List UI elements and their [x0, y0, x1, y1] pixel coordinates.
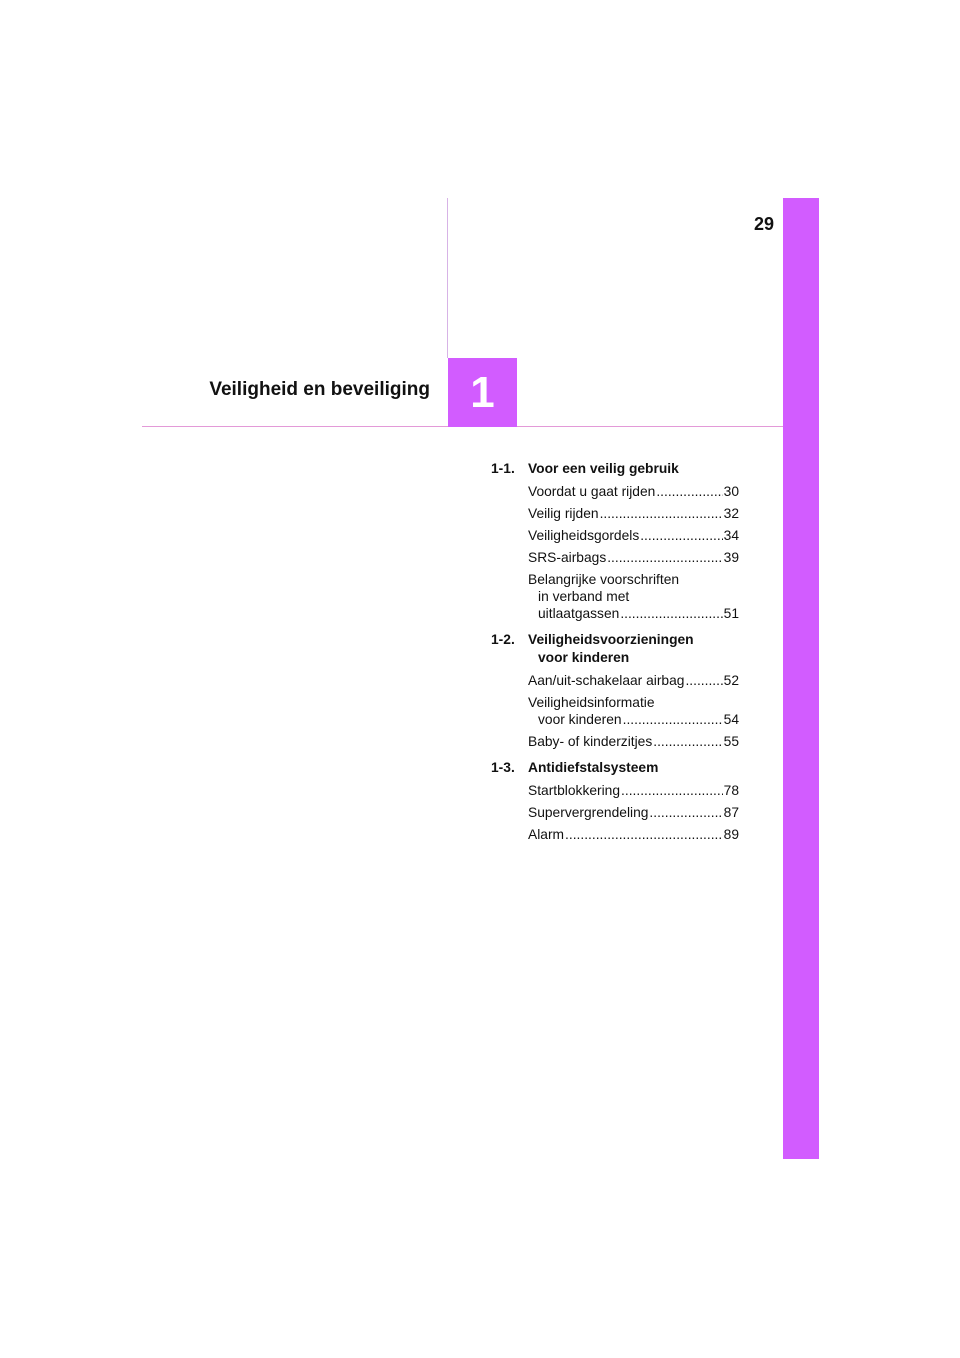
dot-leader [653, 733, 722, 750]
dot-leader [640, 527, 722, 544]
toc-entry-page: 55 [723, 734, 739, 749]
toc-entry-page: 89 [723, 827, 739, 842]
toc-section-title-line: Antidiefstalsysteem [528, 760, 659, 775]
toc-entry-label: Aan/uit-schakelaar airbag [528, 673, 685, 688]
dot-leader [649, 804, 722, 821]
toc-entry-page: 30 [723, 484, 739, 499]
toc-entry-page: 54 [723, 712, 739, 727]
toc-section [491, 759, 739, 843]
toc-entry[interactable] [528, 505, 739, 522]
toc-section [491, 631, 739, 750]
vertical-divider [447, 198, 448, 358]
toc-section-title [528, 631, 739, 667]
toc-section-heading[interactable] [491, 460, 739, 478]
dot-leader [620, 605, 722, 622]
chapter-number-box [448, 358, 517, 427]
toc-entry-page: 34 [723, 528, 739, 543]
toc-section-number: 1-1. [491, 461, 515, 476]
dot-leader [600, 505, 723, 522]
toc-entry[interactable] [528, 672, 739, 689]
toc-entry-label: Veiligheidsgordels [528, 528, 640, 543]
toc-entry-label: SRS-airbags [528, 550, 607, 565]
dot-leader [656, 483, 722, 500]
dot-leader [623, 711, 723, 728]
toc-entry-label: voor kinderen [538, 712, 622, 727]
toc-section-number: 1-2. [491, 632, 515, 647]
toc-entry-label: uitlaatgassen [538, 606, 620, 621]
dot-leader [621, 782, 723, 799]
toc-entry[interactable] [528, 571, 739, 622]
toc-section-title-line: Veiligheidsvoorzieningen [528, 632, 694, 647]
toc-section-title [528, 460, 739, 478]
toc-section [491, 460, 739, 622]
toc-entry[interactable] [528, 549, 739, 566]
toc-entry[interactable] [528, 694, 739, 728]
toc-entry-label: Belangrijke voorschriften [528, 572, 680, 587]
toc-entry[interactable] [528, 733, 739, 750]
toc-entry-page: 39 [723, 550, 739, 565]
toc-entry[interactable] [528, 527, 739, 544]
toc-entry-label: Voordat u gaat rijden [528, 484, 656, 499]
dot-leader [565, 826, 723, 843]
toc-entry-label: Veiligheidsinformatie [528, 695, 655, 710]
toc-entry-label: Startblokkering [528, 783, 621, 798]
toc-entry-page: 52 [723, 673, 739, 688]
dot-leader [607, 549, 722, 566]
toc-entry-label: Supervergrendeling [528, 805, 649, 820]
toc-entry[interactable] [528, 826, 739, 843]
toc-section-heading[interactable] [491, 631, 739, 667]
toc-entry[interactable] [528, 782, 739, 799]
chapter-title: Veiligheid en beveiliging [209, 379, 430, 400]
toc-section-title [528, 759, 739, 777]
toc-section-number: 1-3. [491, 760, 515, 775]
toc-entry-page: 87 [723, 805, 739, 820]
toc-entry-label: Alarm [528, 827, 565, 842]
toc-entry-page: 51 [723, 606, 739, 621]
chapter-number: 1 [470, 367, 495, 417]
toc-section-title-line: Voor een veilig gebruik [528, 461, 679, 476]
page-number: 29 [753, 214, 774, 234]
dot-leader [685, 672, 722, 689]
toc-entry[interactable] [528, 483, 739, 500]
toc-entry-label: Baby- of kinderzitjes [528, 734, 653, 749]
toc-entry-page: 32 [723, 506, 739, 521]
toc-entry-page: 78 [723, 783, 739, 798]
toc-section-heading[interactable] [491, 759, 739, 777]
table-of-contents [491, 460, 739, 852]
chapter-thumb-tab [783, 198, 819, 1159]
toc-entry[interactable] [528, 804, 739, 821]
toc-entry-label: Veilig rijden [528, 506, 599, 521]
toc-section-title-line: voor kinderen [538, 650, 630, 665]
toc-entry-label: in verband met [538, 589, 630, 604]
